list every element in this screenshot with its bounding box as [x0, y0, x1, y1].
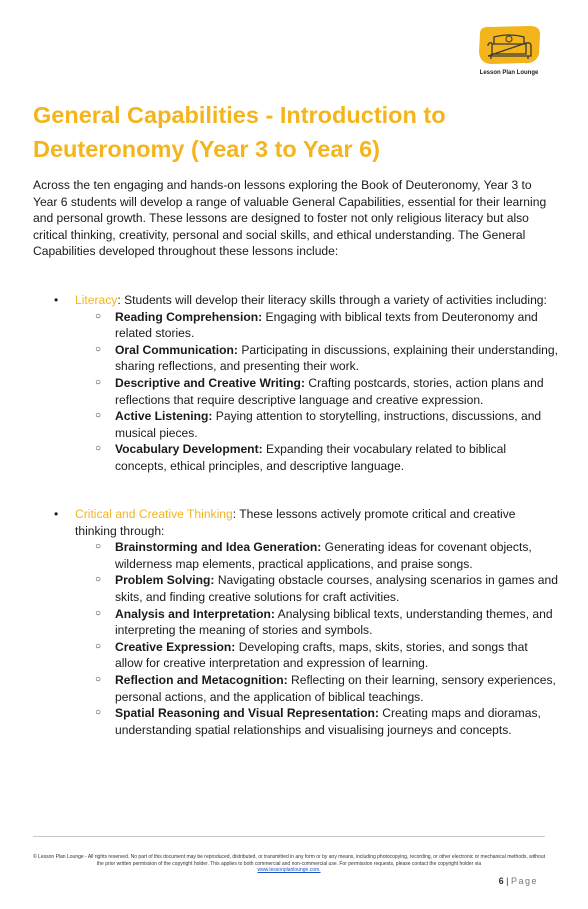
- footer-divider: [33, 836, 545, 837]
- copyright-text: © Lesson Plan Lounge - All rights reserved. No part of this document may be reproduced, distributed, or transmitted in any form or by any means, including photocopying, recording, or other electronic or mechanical methods, without the prior written permission of the copyright holder. This applies to both commercial and non-commercial use. For permission requests, please contact the copyright holder via: [33, 854, 546, 867]
- hollow-bullet-icon: ○: [95, 707, 102, 719]
- hollow-bullet-icon: ○: [95, 541, 102, 553]
- item-term: Active Listening:: [115, 409, 213, 424]
- footer-copyright: [33, 854, 545, 874]
- hollow-bullet-icon: ○: [95, 343, 102, 355]
- page-number: [499, 876, 538, 886]
- hollow-bullet-icon: ○: [95, 640, 102, 652]
- intro-paragraph: Across the ten engaging and hands-on lessons exploring the Book of Deuteronomy, Year 3 to Year 6 students will develop a range of valuable General Capabilities, essential for their learning and personal growth. These lessons are designed to foster not only religious literacy but also critical thinking, creativity, personal and social skills, and ethical understanding. The General Capabilities developed throughout these lessons include:: [33, 178, 547, 259]
- hollow-bullet-icon: ○: [95, 574, 102, 586]
- item-text: Navigating obstacle courses, analysing scenarios in games and skits, and finding creative solutions for craft activities.: [115, 573, 558, 604]
- item-term: Creative Expression:: [115, 639, 236, 654]
- item-term: Descriptive and Creative Writing:: [115, 375, 305, 390]
- list-item: [33, 441, 558, 474]
- item-term: Problem Solving:: [115, 573, 215, 588]
- page-separator: |: [506, 876, 509, 886]
- section-literacy: [33, 292, 558, 475]
- section-heading: Literacy: [75, 293, 118, 307]
- list-item: [33, 606, 558, 639]
- section-lead-text: : Students will develop their literacy skills through a variety of activities including:: [117, 293, 547, 307]
- item-text: Creating maps and dioramas, understanding spatial relationships and visualising journeys and concepts.: [115, 706, 541, 737]
- hollow-bullet-icon: ○: [95, 443, 102, 455]
- list-item: [33, 705, 558, 738]
- item-text: Developing crafts, maps, skits, stories, and songs that allow for creative interpretation and expression of learning.: [115, 639, 528, 671]
- item-text: Analysing biblical texts, understanding themes, and interpreting the meaning of stories and symbols.: [115, 606, 553, 638]
- list-item: [33, 672, 558, 705]
- section-heading: Critical and Creative Thinking: [75, 507, 233, 521]
- item-term: Spatial Reasoning and Visual Representation:: [115, 706, 379, 721]
- item-text: Crafting postcards, stories, action plans and reflections that require descriptive language and creative expression.: [115, 375, 544, 407]
- bullet-icon: •: [54, 507, 59, 521]
- list-item: [33, 408, 558, 441]
- page-label: Page: [510, 876, 538, 886]
- logo-text: Lesson Plan Lounge: [479, 70, 539, 76]
- list-item: [33, 375, 558, 408]
- literacy-list: [33, 309, 558, 475]
- section-lead-text: : These lessons actively promote critical and creative thinking through:: [75, 507, 516, 538]
- list-item: [33, 572, 558, 605]
- item-text: Engaging with biblical texts from Deuteronomy and related stories.: [115, 309, 538, 341]
- item-term: Reading Comprehension:: [115, 309, 263, 324]
- critical-thinking-list: [33, 539, 558, 738]
- item-text: Paying attention to storytelling, instructions, discussions, and musical pieces.: [115, 409, 542, 440]
- list-item: [33, 342, 558, 375]
- bullet-icon: •: [54, 293, 59, 307]
- section-critical-creative-thinking: [33, 506, 558, 738]
- item-text: Participating in discussions, explaining their understanding, sharing reflections, and presenting their work.: [115, 342, 558, 374]
- website-link[interactable]: www.lessonplanlounge.com.: [257, 867, 321, 873]
- logo: [474, 24, 546, 84]
- item-text: Reflecting on their learning, sensory experiences, personal actions, and the application of biblical teachings.: [115, 672, 556, 704]
- list-item: [33, 539, 558, 572]
- item-term: Brainstorming and Idea Generation:: [115, 540, 322, 555]
- list-item: [33, 639, 558, 672]
- hollow-bullet-icon: ○: [95, 310, 102, 322]
- page-title: General Capabilities - Introduction to Deuteronomy (Year 3 to Year 6): [33, 102, 446, 162]
- item-text: Expanding their vocabulary related to biblical concepts, ethical principles, and descriptive language.: [115, 442, 507, 473]
- hollow-bullet-icon: ○: [95, 376, 102, 388]
- page-number-value: 6: [498, 876, 504, 886]
- couch-logo-icon: [476, 24, 544, 68]
- section-lead: [33, 506, 558, 539]
- list-item: [33, 309, 558, 342]
- section-lead: [33, 292, 558, 309]
- item-term: Analysis and Interpretation:: [115, 606, 275, 621]
- hollow-bullet-icon: ○: [95, 607, 102, 619]
- hollow-bullet-icon: ○: [95, 410, 102, 422]
- item-term: Oral Communication:: [115, 342, 238, 357]
- item-term: Reflection and Metacognition:: [115, 672, 288, 687]
- hollow-bullet-icon: ○: [95, 673, 102, 685]
- item-term: Vocabulary Development:: [115, 442, 263, 457]
- item-text: Generating ideas for covenant objects, wilderness map elements, practical applications, and praise songs.: [115, 540, 532, 571]
